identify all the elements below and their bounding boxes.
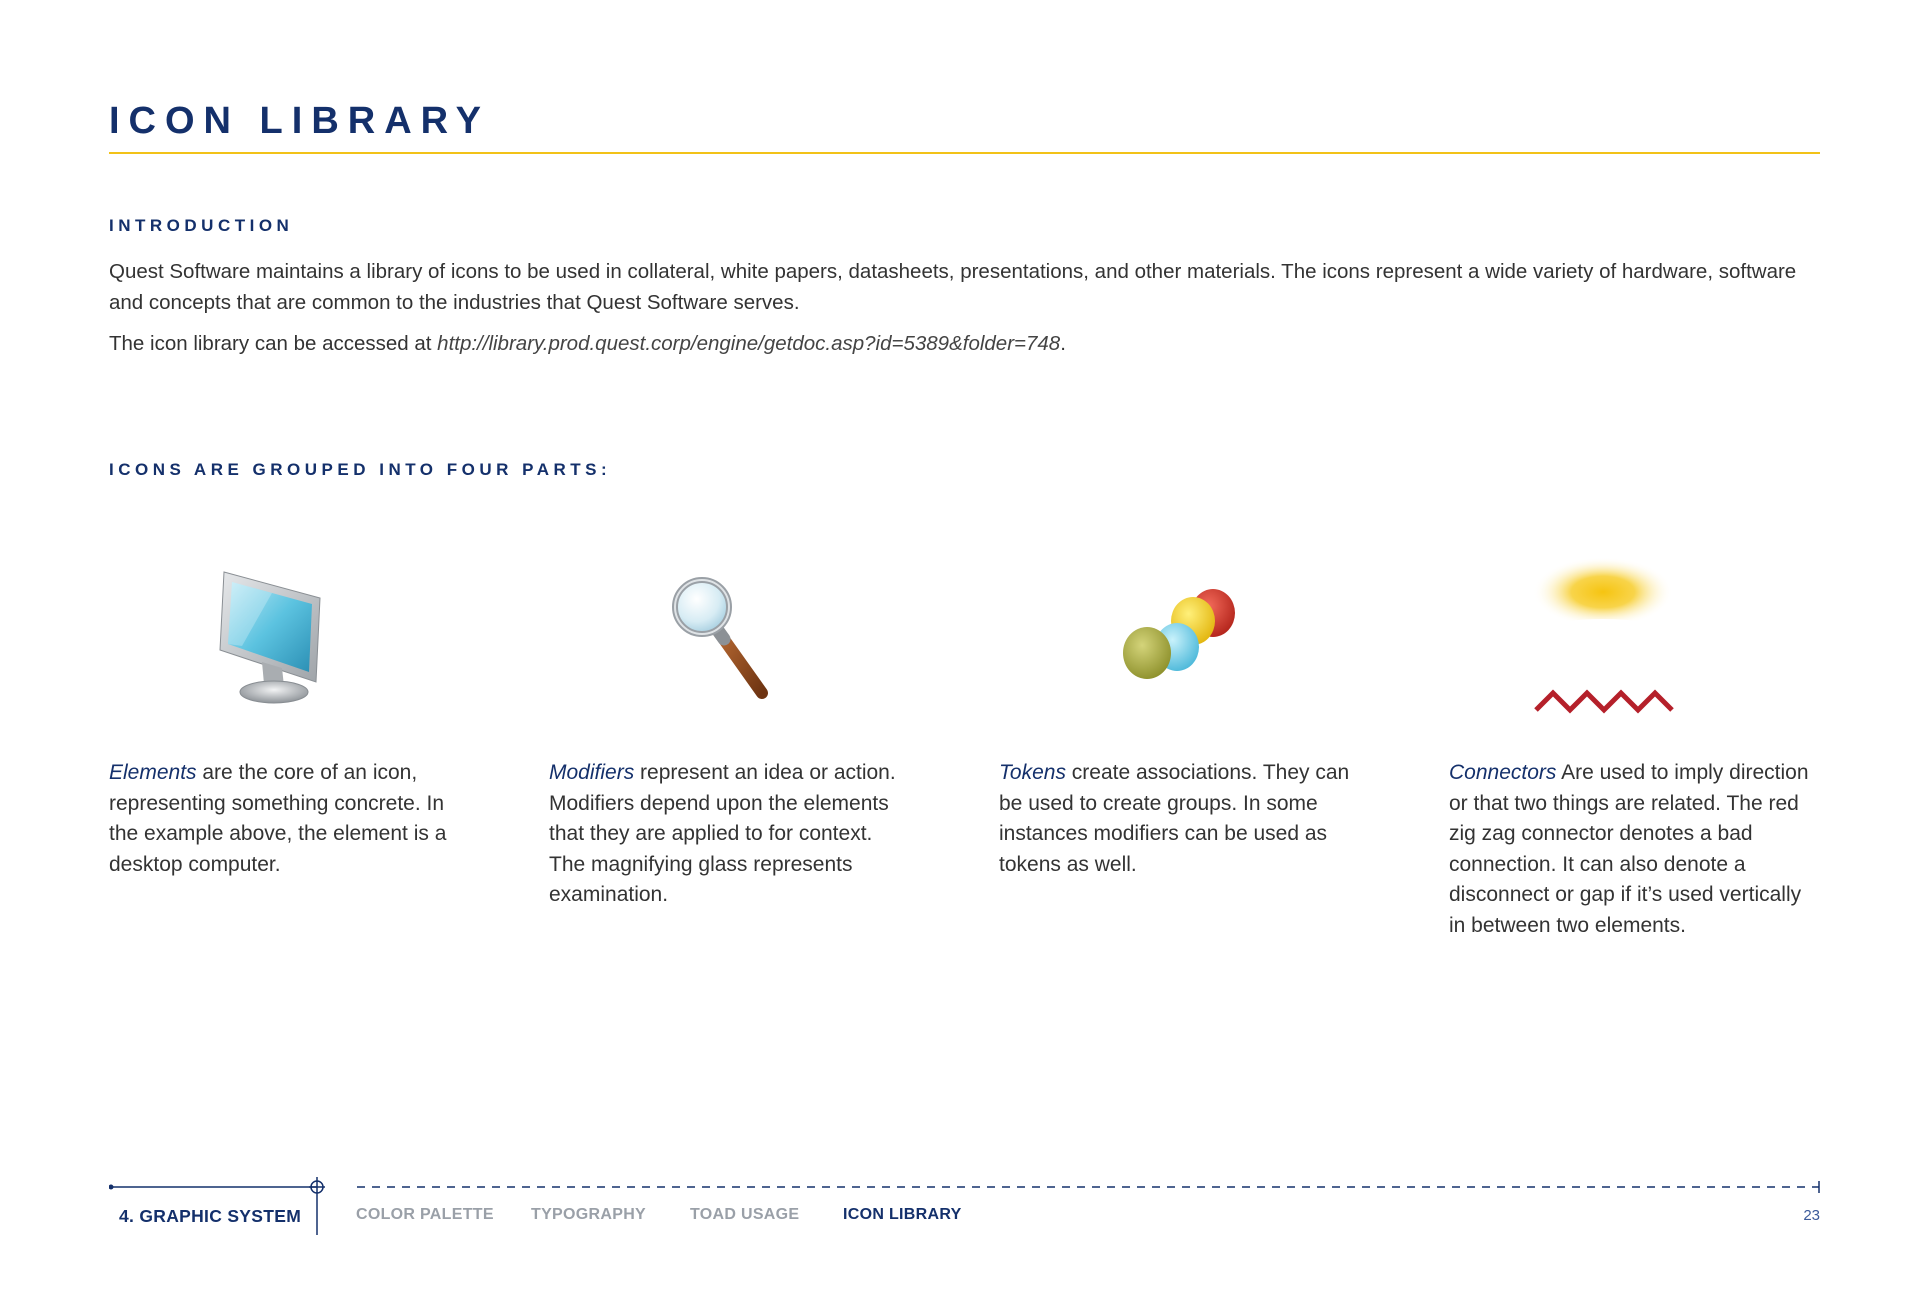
modifiers-description <box>549 758 909 911</box>
zigzag-connector <box>1536 693 1672 710</box>
page-number: 23 <box>1803 1207 1820 1224</box>
connectors-description <box>1449 758 1809 941</box>
connector-icon <box>1528 555 1678 715</box>
modifiers-text: represent an idea or action. Modifiers depend upon the elements that they are applied to for context. The magnifying glass represents examination. <box>549 761 896 906</box>
connector-glow <box>1533 557 1673 627</box>
connectors-text: Are used to imply direction or that two things are related. The red zig zag connector denotes a bad connection. It can also denote a disconnect or gap if it’s used vertically in between two elements. <box>1449 761 1809 937</box>
tokens-text: create associations. They can be used to create groups. In some instances modifiers can be used as tokens as well. <box>999 761 1350 876</box>
groups-heading: ICONS ARE GROUPED INTO FOUR PARTS: <box>109 460 612 479</box>
elements-description <box>109 758 469 880</box>
nav-toad-usage[interactable]: TOAD USAGE <box>690 1206 800 1223</box>
intro-paragraph: Quest Software maintains a library of icons to be used in collateral, white papers, datasheets, presentations, and other materials. The icons represent a wide variety of hardware, software and concepts that are common to the industries that Quest Software serves. <box>109 260 1797 314</box>
modifiers-term: Modifiers <box>549 761 635 784</box>
elements-text: are the core of an icon, representing something concrete. In the example above, the element is a desktop computer. <box>109 761 447 876</box>
access-suffix: . <box>1060 332 1066 355</box>
connectors-term: Connectors <box>1449 761 1557 784</box>
nav-color-palette[interactable]: COLOR PALETTE <box>356 1206 494 1223</box>
access-prefix: The icon library can be accessed at <box>109 332 438 355</box>
nav-icon-library[interactable]: ICON LIBRARY <box>843 1206 962 1223</box>
elements-term: Elements <box>109 761 197 784</box>
access-paragraph <box>109 328 1829 359</box>
tokens-term: Tokens <box>999 761 1066 784</box>
library-url-link[interactable]: http://library.prod.quest.corp/engine/getdoc.asp?id=5389&folder=748 <box>437 332 1061 355</box>
page-title: ICON LIBRARY <box>109 100 491 142</box>
desktop-computer-icon <box>212 570 332 710</box>
tokens-description <box>999 758 1359 880</box>
introduction-heading: INTRODUCTION <box>109 216 294 235</box>
footer-section-title: 4. GRAPHIC SYSTEM <box>119 1206 302 1226</box>
nav-typography[interactable]: TYPOGRAPHY <box>531 1206 647 1223</box>
tokens-icon <box>1115 585 1245 690</box>
title-rule <box>109 152 1820 154</box>
magnifying-glass-icon <box>668 575 778 705</box>
